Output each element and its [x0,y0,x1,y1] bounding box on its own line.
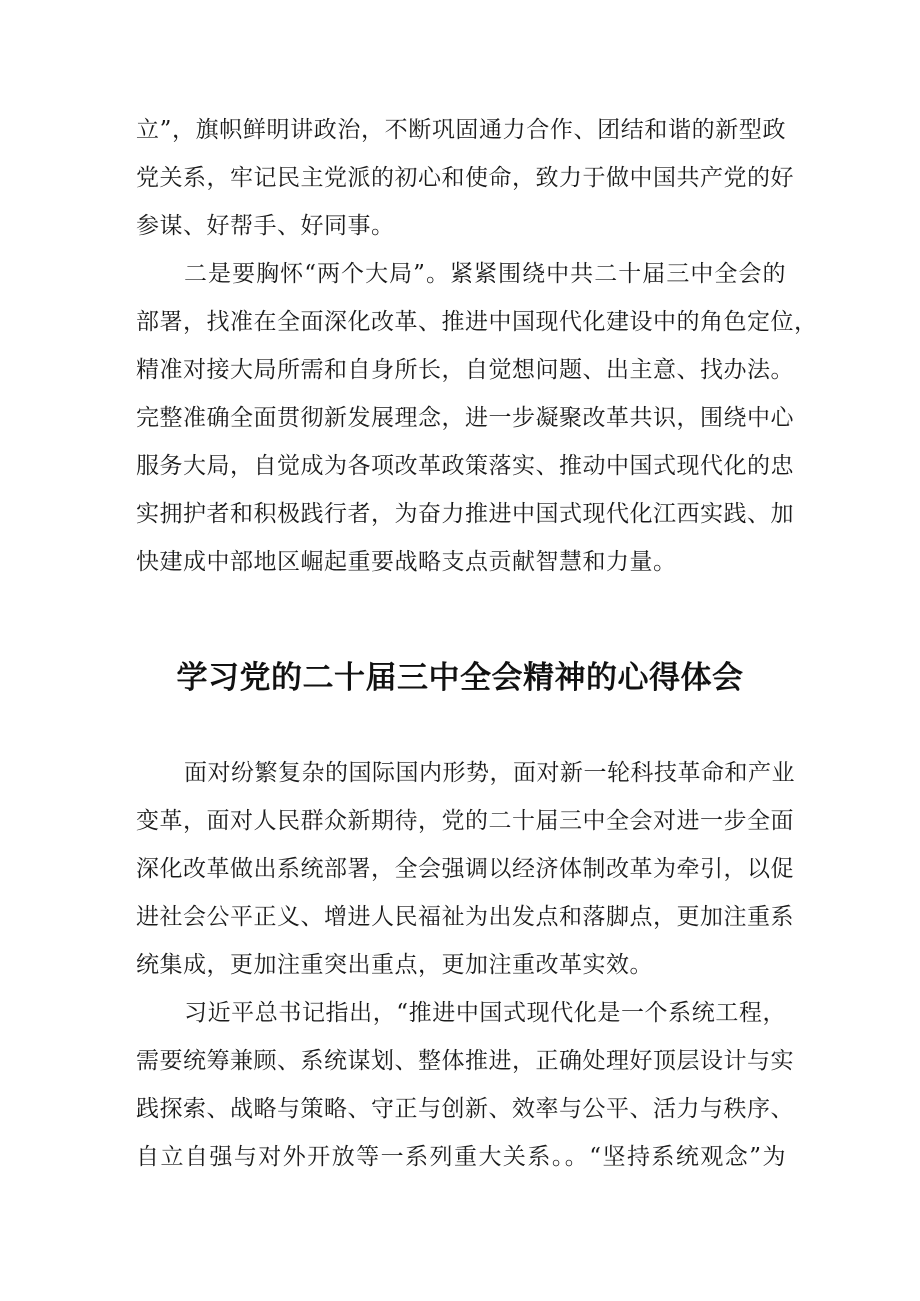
article-title: 学习党的二十届三中全会精神的心得体会 [176,660,744,696]
paragraph-line: 需要统筹兼顾、系统谋划、整体推进，正确处理好顶层设计与实 [136,1048,794,1074]
paragraph-line: 二是要胸怀“两个大局”。紧紧围绕中共二十届三中全会的 [184,261,786,287]
paragraph-line: 统集成，更加注重突出重点，更加注重改革实效。 [136,952,653,978]
paragraph-line: 部署，找准在全面深化改革、推进中国现代化建设中的角色定位， [136,309,818,335]
paragraph-line: 变革，面对人民群众新期待，党的二十届三中全会对进一步全面 [136,808,794,834]
paragraph-line: 服务大局，自觉成为各项改革政策落实、推动中国式现代化的忠 [136,453,794,479]
paragraph-line: 完整准确全面贯彻新发展理念，进一步凝聚改革共识，围绕中心 [136,405,794,431]
paragraph-line: 实拥护者和积极践行者，为奋力推进中国式现代化江西实践、加 [136,501,794,527]
paragraph-line: 自立自强与对外开放等一系列重大关系。。“坚持系统观念”为 [136,1144,786,1170]
paragraph-line: 参谋、好帮手、好同事。 [136,213,395,239]
paragraph-line: 立”，旗帜鲜明讲政治，不断巩固通力合作、团结和谐的新型政 [136,117,786,143]
paragraph-line: 精准对接大局所需和自身所长，自觉想问题、出主意、找办法。 [136,357,794,383]
paragraph-line: 进社会公平正义、增进人民福祉为出发点和落脚点，更加注重系 [136,904,794,930]
paragraph-line: 践探索、战略与策略、守正与创新、效率与公平、活力与秩序、 [136,1096,794,1122]
paragraph-line: 快建成中部地区崛起重要战略支点贡献智慧和力量。 [136,549,677,575]
paragraph-line: 习近平总书记指出，“推进中国式现代化是一个系统工程， [184,1000,786,1026]
paragraph-line: 深化改革做出系统部署，全会强调以经济体制改革为牵引，以促 [136,856,794,882]
paragraph-line: 党关系，牢记民主党派的初心和使命，致力于做中国共产党的好 [136,165,794,191]
paragraph-line: 面对纷繁复杂的国际国内形势，面对新一轮科技革命和产业 [184,760,795,786]
